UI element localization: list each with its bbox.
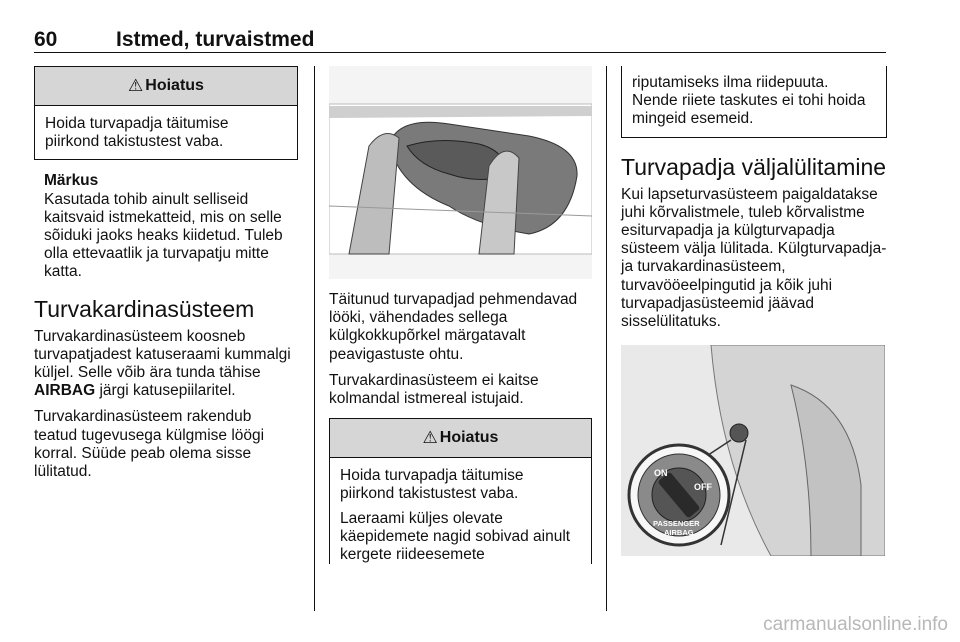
column-1	[34, 66, 298, 489]
switch-airbag-label: AIRBAG	[664, 528, 694, 537]
paragraph	[34, 328, 298, 401]
paragraph: Turvakardinasüsteem rakendub teatud tugevusega külgmise löögi korral. Süüde peab olema sisse lülitatud.	[34, 408, 265, 481]
warning-box	[34, 66, 298, 160]
warning-box-continued	[621, 66, 887, 138]
airbag-switch-illustration	[621, 345, 885, 556]
paragraph-text: järgi katusepiilaritel.	[95, 382, 236, 400]
curtain-airbag-figure	[329, 66, 592, 279]
paragraph: Täitunud turvapadjad pehmendavad lööki, vähendades sellega külgkokkupõrkel märgatavalt peavigastuste ohtu.	[329, 291, 578, 363]
chapter-title: Istmed, turvaistmed	[116, 28, 315, 51]
section-heading: Turvakardinasüsteem	[34, 295, 255, 322]
paragraph: Kui lapseturvasüsteem paigaldatakse juhi kõrvalistmele, tuleb kõrvalistme esiturvapadja ja külgturvapadja süsteem välja lülitada. Külgturvapadja- ja turvakardinasüsteem, turvavööeelpingutid ja kõik juhi turvapadjasüsteemid jäävad sisselülitatuks.	[621, 185, 887, 331]
switch-on-label: ON	[654, 468, 668, 478]
paragraph: Turvakardinasüsteem ei kaitse kolmandal istmereal istujaid.	[329, 371, 539, 408]
column-2	[329, 291, 592, 564]
header-rule	[34, 52, 886, 53]
warning-body	[330, 458, 591, 564]
curtain-airbag-illustration	[329, 66, 592, 279]
warning-title: Hoiatus	[439, 429, 499, 447]
warning-text: riputamiseks ilma riidepuuta. Nende riiete taskutes ei tohi hoida mingeid esemeid.	[632, 74, 866, 128]
column-divider-1	[314, 66, 315, 611]
note	[34, 172, 298, 281]
paragraph-text: Turvakardinasüsteem koosneb turvapatjadest katuseraami kummalgi küljel. Selle võib ära tunda tähise	[34, 327, 291, 382]
warning-body	[622, 66, 886, 137]
page-header	[34, 28, 886, 52]
switch-passenger-label: PASSENGER	[653, 519, 700, 528]
warning-title: Hoiatus	[145, 76, 204, 94]
warning-triangle-icon: ⚠	[422, 428, 438, 448]
warning-box	[329, 418, 592, 564]
warning-text: Hoida turvapadja täitumise piirkond takistustest vaba.	[45, 115, 229, 151]
note-text: Kasutada tohib ainult selliseid kaitsvaid istmekatteid, mis on selle sõiduki jaoks heaks kiidetud. Tuleb olla ettevaatlik ja turvapatju mitte katta.	[44, 190, 283, 281]
warning-header	[330, 419, 591, 458]
section-heading: Turvapadja väljalülitamine	[621, 153, 887, 180]
warning-header	[35, 67, 297, 106]
airbag-label: AIRBAG	[34, 382, 96, 400]
page-number: 60	[34, 28, 58, 51]
warning-text: Laeraami küljes olevate käepidemete nagid sobivad ainult kergete riideesemete	[340, 509, 571, 564]
warning-triangle-icon: ⚠	[128, 75, 144, 95]
warning-body	[35, 106, 297, 159]
watermark: carmanualsonline.info	[763, 614, 948, 635]
switch-off-label: OFF	[694, 482, 712, 492]
airbag-switch-figure	[621, 345, 885, 556]
warning-text: Hoida turvapadja täitumise piirkond takistustest vaba.	[340, 467, 524, 503]
column-divider-2	[606, 66, 607, 611]
column-3	[621, 66, 887, 339]
note-title: Märkus	[44, 172, 99, 190]
